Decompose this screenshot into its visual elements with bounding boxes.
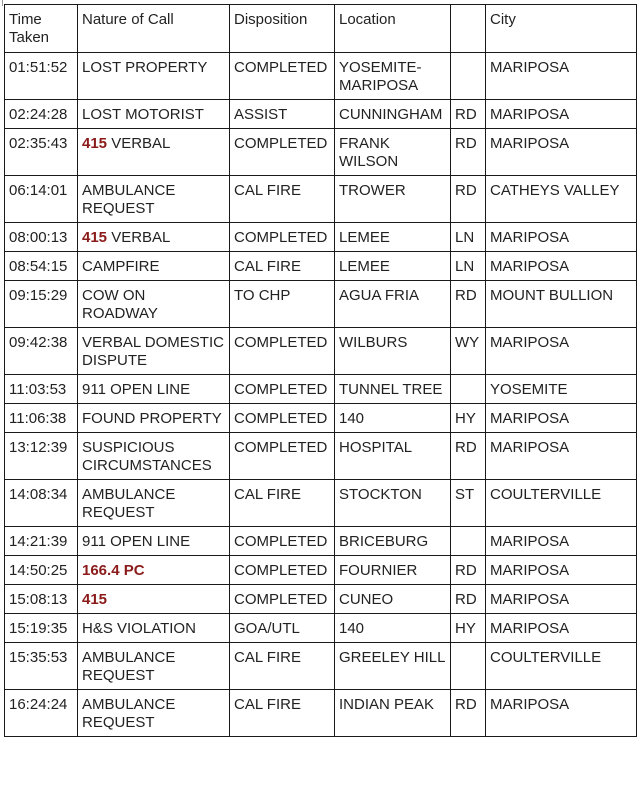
cell-city: MARIPOSA <box>486 614 637 643</box>
table-row <box>5 53 637 100</box>
cell-nature <box>78 433 230 480</box>
cell-suffix: WY <box>451 328 486 375</box>
cell-time: 02:35:43 <box>5 129 78 176</box>
cell-suffix: RD <box>451 129 486 176</box>
cell-location: TUNNEL TREE <box>335 375 451 404</box>
call-nature-text: LOST PROPERTY <box>82 59 208 76</box>
table-row <box>5 480 637 527</box>
cell-location: CUNEO <box>335 585 451 614</box>
cell-disposition: COMPLETED <box>230 129 335 176</box>
header-disposition: Disposition <box>230 5 335 53</box>
cell-suffix <box>451 643 486 690</box>
cell-suffix: RD <box>451 690 486 737</box>
cell-disposition: COMPLETED <box>230 433 335 480</box>
cell-city: MOUNT BULLION <box>486 281 637 328</box>
cell-location: 140 <box>335 404 451 433</box>
cell-location: WILBURS <box>335 328 451 375</box>
cell-location: STOCKTON <box>335 480 451 527</box>
table-header-row <box>5 5 637 53</box>
cell-time: 08:00:13 <box>5 223 78 252</box>
table-row <box>5 129 637 176</box>
header-nature: Nature of Call <box>78 5 230 53</box>
table-row <box>5 223 637 252</box>
cell-disposition: COMPLETED <box>230 527 335 556</box>
cell-suffix: RD <box>451 433 486 480</box>
cell-nature <box>78 223 230 252</box>
cell-suffix: LN <box>451 252 486 281</box>
cell-city: YOSEMITE <box>486 375 637 404</box>
cell-disposition: CAL FIRE <box>230 480 335 527</box>
cell-location: CUNNINGHAM <box>335 100 451 129</box>
cell-disposition: COMPLETED <box>230 53 335 100</box>
cell-city: MARIPOSA <box>486 100 637 129</box>
call-nature-text: VERBAL <box>107 229 171 246</box>
cell-city: COULTERVILLE <box>486 643 637 690</box>
cell-disposition: ASSIST <box>230 100 335 129</box>
cell-suffix: RD <box>451 176 486 223</box>
cell-disposition: CAL FIRE <box>230 690 335 737</box>
call-code: 415 <box>82 591 108 608</box>
cell-nature <box>78 53 230 100</box>
cell-disposition: COMPLETED <box>230 404 335 433</box>
cell-nature <box>78 643 230 690</box>
cell-disposition: GOA/UTL <box>230 614 335 643</box>
cell-time: 11:03:53 <box>5 375 78 404</box>
table-row <box>5 556 637 585</box>
cell-time: 14:50:25 <box>5 556 78 585</box>
call-code: 166.4 PC <box>82 562 145 579</box>
cell-suffix: LN <box>451 223 486 252</box>
cell-time: 02:24:28 <box>5 100 78 129</box>
call-nature-text: AMBULANCE REQUEST <box>82 182 176 217</box>
table-row <box>5 614 637 643</box>
cell-nature <box>78 585 230 614</box>
table-row <box>5 281 637 328</box>
header-city: City <box>486 5 637 53</box>
cell-location: BRICEBURG <box>335 527 451 556</box>
cell-nature <box>78 690 230 737</box>
call-nature-text: COW ON ROADWAY <box>82 287 158 322</box>
call-nature-text: VERBAL DOMESTIC DISPUTE <box>82 334 224 369</box>
cell-time: 01:51:52 <box>5 53 78 100</box>
cell-disposition: CAL FIRE <box>230 176 335 223</box>
cell-suffix: RD <box>451 585 486 614</box>
cell-time: 15:19:35 <box>5 614 78 643</box>
table-row <box>5 176 637 223</box>
cell-time: 15:35:53 <box>5 643 78 690</box>
cell-location: YOSEMITE-MARIPOSA <box>335 53 451 100</box>
cell-suffix <box>451 375 486 404</box>
call-nature-text: 911 OPEN LINE <box>82 533 191 550</box>
call-log-table <box>4 4 637 737</box>
call-nature-text: CAMPFIRE <box>82 258 160 275</box>
call-nature-text: H&S VIOLATION <box>82 620 196 637</box>
table-row <box>5 527 637 556</box>
table-row <box>5 690 637 737</box>
cell-location: TROWER <box>335 176 451 223</box>
cell-disposition: COMPLETED <box>230 556 335 585</box>
cell-nature <box>78 129 230 176</box>
cell-time: 15:08:13 <box>5 585 78 614</box>
cell-city: MARIPOSA <box>486 129 637 176</box>
cell-city: MARIPOSA <box>486 527 637 556</box>
call-code: 415 <box>82 135 108 152</box>
call-nature-text: AMBULANCE REQUEST <box>82 696 176 731</box>
cell-city: CATHEYS VALLEY <box>486 176 637 223</box>
cell-disposition: CAL FIRE <box>230 252 335 281</box>
cell-time: 11:06:38 <box>5 404 78 433</box>
cell-nature <box>78 404 230 433</box>
call-nature-text: AMBULANCE REQUEST <box>82 486 176 521</box>
table-row <box>5 100 637 129</box>
table-row <box>5 643 637 690</box>
header-suffix <box>451 5 486 53</box>
cell-time: 06:14:01 <box>5 176 78 223</box>
call-nature-text: VERBAL <box>107 135 171 152</box>
cell-nature <box>78 281 230 328</box>
cell-city: MARIPOSA <box>486 223 637 252</box>
cell-location: LEMEE <box>335 223 451 252</box>
cell-suffix <box>451 53 486 100</box>
cell-nature <box>78 556 230 585</box>
table-row <box>5 328 637 375</box>
cell-suffix: ST <box>451 480 486 527</box>
cell-nature <box>78 375 230 404</box>
cell-disposition: COMPLETED <box>230 223 335 252</box>
cell-suffix: HY <box>451 614 486 643</box>
table-row <box>5 433 637 480</box>
cell-time: 09:15:29 <box>5 281 78 328</box>
cell-city: MARIPOSA <box>486 556 637 585</box>
cell-nature <box>78 480 230 527</box>
cell-time: 16:24:24 <box>5 690 78 737</box>
cell-city: COULTERVILLE <box>486 480 637 527</box>
cell-city: MARIPOSA <box>486 404 637 433</box>
header-time: Time Taken <box>5 5 78 53</box>
cell-suffix: RD <box>451 556 486 585</box>
table-row <box>5 585 637 614</box>
header-location: Location <box>335 5 451 53</box>
cell-location: LEMEE <box>335 252 451 281</box>
table-row <box>5 252 637 281</box>
cell-nature <box>78 614 230 643</box>
cell-nature <box>78 527 230 556</box>
cell-location: FRANK WILSON <box>335 129 451 176</box>
table-body <box>5 53 637 737</box>
cell-location: 140 <box>335 614 451 643</box>
cell-nature <box>78 328 230 375</box>
cell-city: MARIPOSA <box>486 585 637 614</box>
cell-city: MARIPOSA <box>486 328 637 375</box>
cell-location: AGUA FRIA <box>335 281 451 328</box>
cell-city: MARIPOSA <box>486 53 637 100</box>
cell-disposition: TO CHP <box>230 281 335 328</box>
cell-disposition: CAL FIRE <box>230 643 335 690</box>
cell-location: GREELEY HILL <box>335 643 451 690</box>
cell-suffix: HY <box>451 404 486 433</box>
cell-suffix: RD <box>451 100 486 129</box>
call-nature-text: FOUND PROPERTY <box>82 410 222 427</box>
cell-time: 09:42:38 <box>5 328 78 375</box>
table-row <box>5 404 637 433</box>
cell-location: FOURNIER <box>335 556 451 585</box>
cell-disposition: COMPLETED <box>230 328 335 375</box>
call-code: 415 <box>82 229 108 246</box>
cell-suffix: RD <box>451 281 486 328</box>
call-nature-text: LOST MOTORIST <box>82 106 204 123</box>
cell-city: MARIPOSA <box>486 690 637 737</box>
cell-suffix <box>451 527 486 556</box>
cell-nature <box>78 100 230 129</box>
call-nature-text: AMBULANCE REQUEST <box>82 649 176 684</box>
cell-time: 14:21:39 <box>5 527 78 556</box>
cell-nature <box>78 176 230 223</box>
cell-time: 13:12:39 <box>5 433 78 480</box>
cell-time: 14:08:34 <box>5 480 78 527</box>
table-row <box>5 375 637 404</box>
cell-city: MARIPOSA <box>486 252 637 281</box>
call-nature-text: 911 OPEN LINE <box>82 381 191 398</box>
cell-time: 08:54:15 <box>5 252 78 281</box>
cell-location: HOSPITAL <box>335 433 451 480</box>
cell-location: INDIAN PEAK <box>335 690 451 737</box>
cell-disposition: COMPLETED <box>230 585 335 614</box>
cell-nature <box>78 252 230 281</box>
cell-city: MARIPOSA <box>486 433 637 480</box>
cell-disposition: COMPLETED <box>230 375 335 404</box>
call-nature-text: SUSPICIOUS CIRCUMSTANCES <box>82 439 212 474</box>
